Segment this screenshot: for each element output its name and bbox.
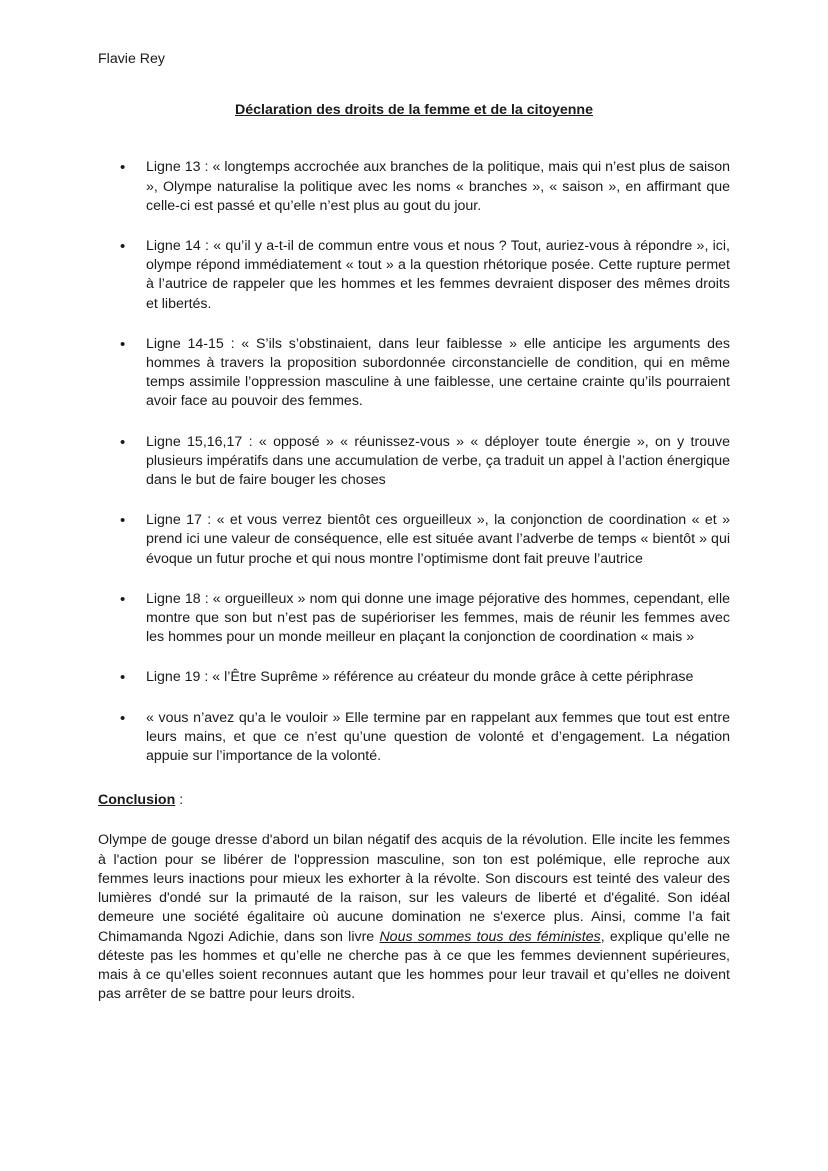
- analysis-item-ligne-19: • Ligne 19 : « l’Être Suprême » référence au créateur du monde grâce à cette périphrase: [98, 668, 730, 687]
- analysis-item-vouloir: • « vous n’avez qu’a le vouloir » Elle termine par en rappelant aux femmes que tout est entre leurs mains, et que ce n’est qu’une question de volonté et d’engagement. La négation appuie sur l’importance de la volonté.: [98, 709, 730, 767]
- analysis-item-ligne-15-16-17: • Ligne 15,16,17 : « opposé » « réunissez-vous » « déployer toute énergie », on y trouve plusieurs impératifs dans une accumulation de verbe, ça traduit un appel à l’action énergique dans le but de faire bouger les choses: [98, 433, 730, 491]
- analysis-item-ligne-17: • Ligne 17 : « et vous verrez bientôt ces orgueilleux », la conjonction de coordination « et » prend ici une valeur de conséquence, elle est située avant l’adverbe de temps « bientôt » qui évoque un futur proche et qui nous montre l’optimisme dont fait preuve l’autrice: [98, 511, 730, 569]
- book-title: Nous sommes tous des féministes: [379, 928, 601, 945]
- conclusion-heading: [98, 791, 730, 810]
- conclusion-text-after: , explique qu’elle ne déteste pas les hommes et qu’elle ne cherche pas à ce que les femmes deviennent supérieures, mais à ce qu’elles soient reconnues autant que les hommes pour leur travail et qu’elles ne doivent pas arrêter de se battre pour leurs droits.: [98, 928, 730, 1003]
- author-name: Flavie Rey: [98, 51, 166, 67]
- document-title: Déclaration des droits de la femme et de la citoyenne: [235, 102, 593, 119]
- analysis-item-ligne-14-15: • Ligne 14-15 : « S’ils s’obstinaient, dans leur faiblesse » elle anticipe les arguments des hommes à travers la proposition subordonnée circonstancielle de condition, qui en même temps assimile l’oppression masculine à une faiblesse, une certaine crainte qu’ils pourraient avoir face au pouvoir des femmes.: [98, 335, 730, 412]
- analysis-item-ligne-18: • Ligne 18 : « orgueilleux » nom qui donne une image péjorative des hommes, cependant, elle montre que son but n’est pas de supérioriser les femmes, mais de réunir les femmes avec les hommes pour un monde meilleur en plaçant la conjonction de coordination « mais »: [98, 590, 730, 648]
- analysis-list: [98, 158, 730, 766]
- document-page: [98, 50, 730, 1004]
- conclusion-text-before: Olympe de gouge dresse d'abord un bilan négatif des acquis de la révolution. Elle incite les femmes à l'action pour se libérer de l'oppression masculine, son ton est polémique, elle reproche aux femmes leurs inactions pour mieux les exhorter à la révolte. Son discours est teinté des valeur des lumières d'ondé sur la primauté de la raison, sur les valeurs de liberté et d'égalité. Son idéal demeure une société égalitaire où aucune domination ne s'exerce plus. Ainsi, comme l’a fait Chimamanda Ngozi Adichie, dans son livre: [98, 832, 730, 945]
- conclusion-label: Conclusion: [98, 792, 176, 809]
- conclusion-paragraph: [98, 831, 730, 1004]
- analysis-item-ligne-13: • Ligne 13 : « longtemps accrochée aux branches de la politique, mais qui n’est plus de saison », Olympe naturalise la politique avec les noms « branches », « saison », en affirmant que celle-ci est passé et qu’elle n’est plus au gout du jour.: [98, 158, 730, 216]
- conclusion-colon: :: [175, 792, 184, 809]
- analysis-item-ligne-14: • Ligne 14 : « qu’il y a-t-il de commun entre vous et nous ? Tout, auriez-vous à répondre », ici, olympe répond immédiatement « tout » a la question rhétorique posée. Cette rupture permet à l’autrice de rappeler que les hommes et les femmes devraient disposer des mêmes droits et libertés.: [98, 237, 730, 314]
